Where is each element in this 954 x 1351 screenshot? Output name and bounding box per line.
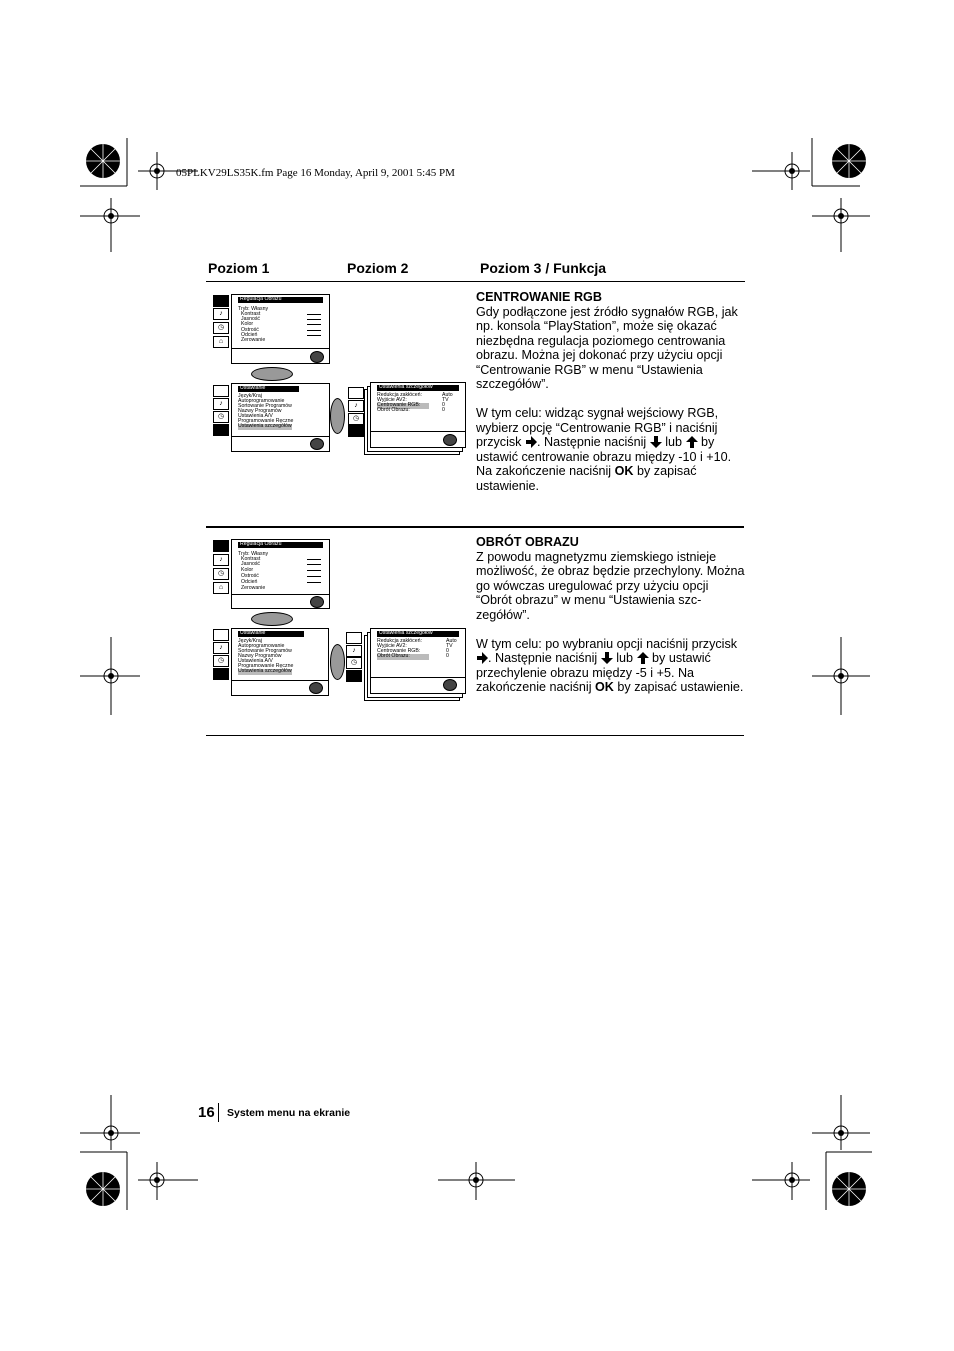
joystick-down-icon: [251, 367, 293, 381]
section-paragraph: Gdy podłączone jest źródło sygnałów RGB, jak np. konsola “PlayStation”, może się okazać niezbędna regulacja poziomego centrowania obrazu. Można jej dokonać przy użyciu opcji “Centrowanie RGB” w menu “Ustawienia szczegółów”.: [476, 304, 738, 391]
ok-button-icon: [310, 596, 324, 608]
section-heading: OBRÓT OBRAZU: [476, 535, 579, 549]
joystick-down-icon: [251, 612, 293, 626]
section-heading: CENTROWANIE RGB: [476, 290, 602, 304]
timer-icon: ◷: [348, 413, 364, 425]
section-rgb-centering: [476, 290, 746, 508]
sound-icon: ♪: [213, 554, 229, 566]
page-number: 16: [198, 1104, 215, 1121]
picture-menu-title: Regulacja Obrazu: [238, 542, 323, 548]
menu-row: Centrowanie RGB:: [377, 403, 429, 409]
menu-row: Język/Kraj: [238, 638, 262, 644]
menu-row: Tryb: Własny: [238, 551, 269, 557]
menu-value: 0: [446, 653, 449, 659]
detail-menu: [370, 382, 466, 448]
detail-menu-title: Ustawienia szczegółów: [377, 385, 459, 391]
joystick-right-icon: [330, 644, 345, 680]
menu-row: Wyjście AV2:: [377, 643, 407, 649]
menu-row: Sortowanie Programów: [238, 403, 292, 409]
detail-menu: [370, 628, 466, 694]
picture-icon: [213, 295, 229, 307]
setup-icon: ⌂: [213, 336, 229, 348]
menu-row: Programowanie Ręczne: [238, 663, 294, 669]
timer-icon: ◷: [213, 568, 229, 580]
menu-row: Zerowanie: [241, 585, 266, 591]
arrow-right-icon: [525, 436, 537, 448]
ok-button-icon: [443, 434, 457, 446]
menu-row: Autoprogramowanie: [238, 398, 285, 404]
menu-row: Ostrość: [241, 327, 259, 333]
section-instructions: W tym celu: widząc sygnał wejściowy RGB, wybierz opcję “Centrowanie RGB” i naciśnij przycisk . Następnie naciśnij lub by ustawić centrowanie obrazu między -10 i +10. Na zakończenie naciśnij OK by zapisać ustawienie.: [476, 406, 732, 493]
section-end-rule: [206, 735, 744, 736]
menu-row: Tryb: Własny: [238, 306, 269, 312]
section-divider: [206, 526, 744, 528]
setup-menu-title: Ustawianie: [238, 631, 304, 637]
setup-menu-title: Ustawianie: [238, 386, 299, 392]
picture-icon: [348, 387, 364, 399]
menu-row: Kolor: [241, 321, 254, 327]
ok-button-icon: [310, 438, 324, 450]
menu-row: Programowanie Ręczne: [238, 418, 294, 424]
setup-menu: [231, 383, 330, 452]
menu-value: TV: [446, 643, 453, 649]
arrow-down-icon: [601, 652, 613, 664]
picture-icon: [346, 632, 362, 644]
sound-icon: ♪: [213, 642, 229, 654]
picture-menu: [231, 294, 330, 364]
menu-row: Obrót Obrazu:: [377, 407, 410, 413]
setup-icon: [348, 425, 364, 437]
menu-row: Odcień: [241, 332, 258, 338]
menu-row: Język/Kraj: [238, 393, 262, 399]
menu-value: Auto: [442, 392, 453, 398]
timer-icon: ◷: [346, 657, 362, 669]
picture-menu: [231, 539, 330, 609]
menu-row: Jasność: [241, 316, 261, 322]
timer-icon: ◷: [213, 411, 229, 423]
menu-value: Auto: [446, 638, 457, 644]
section-paragraph: Z powodu magnetyzmu ziemskiego istnieje możliwość, że obraz będzie przechylony. Można go wówczas uregulować przy użyciu opcji “Obrót obrazu” w menu “Ustawienia szc-zegółów”.: [476, 549, 745, 622]
menu-value: 0: [446, 648, 449, 654]
menu-row: Kontrast: [241, 556, 261, 562]
joystick-right-icon: [330, 398, 345, 434]
menu-row: Autoprogramowanie: [238, 643, 285, 649]
menu-row: Kontrast: [241, 311, 261, 317]
section-picture-rotation: [476, 535, 746, 709]
menu-row: Zerowanie: [241, 337, 266, 343]
detail-menu-title: Ustawienia szczegółów: [377, 631, 459, 637]
file-header-line: 05PLKV29LS35K.fm Page 16 Monday, April 9, 2001 5:45 PM: [176, 167, 455, 179]
sound-icon: ♪: [213, 398, 229, 410]
menu-row: Kolor: [241, 567, 254, 573]
picture-icon: [213, 629, 229, 641]
menu-row: Odcień: [241, 579, 258, 585]
menu-row: Nazwy Programów: [238, 653, 282, 659]
arrow-down-icon: [650, 436, 662, 448]
picture-menu-title: Regulacja Obrazu: [238, 297, 323, 303]
section-instructions: W tym celu: po wybraniu opcji naciśnij przycisk . Następnie naciśnij lub by ustawić przechylenie obrazu między -5 i +5. Na zakończenie naciśnij OK by zapisać ustawienie.: [476, 636, 744, 694]
menu-row: Ustawienia szczegółów: [238, 668, 292, 674]
arrow-up-icon: [686, 436, 698, 448]
header-rule: [206, 281, 745, 282]
sound-icon: ♪: [213, 308, 229, 320]
column-header-level3: Poziom 3 / Funkcja: [480, 260, 607, 276]
picture-icon: [213, 385, 229, 397]
timer-icon: ◷: [213, 322, 229, 334]
arrow-up-icon: [637, 652, 649, 664]
menu-row: Ustawienia A/V: [238, 413, 273, 419]
menu-row: Redukcja zakłóceń:: [377, 638, 422, 644]
setup-icon: ⌂: [213, 582, 229, 594]
menu-row: Sortowanie Programów: [238, 648, 292, 654]
menu-row: Jasność: [241, 561, 261, 567]
arrow-right-icon: [476, 652, 488, 664]
ok-button-icon: [309, 682, 323, 694]
menu-row: Ostrość: [241, 573, 259, 579]
menu-row: Redukcja zakłóceń:: [377, 392, 422, 398]
menu-row: Nazwy Programów: [238, 408, 282, 414]
menu-row: Wyjście AV2:: [377, 397, 407, 403]
menu-value: 0: [442, 402, 445, 408]
footer-title: System menu na ekranie: [227, 1107, 351, 1119]
sound-icon: ♪: [348, 400, 364, 412]
setup-icon: [346, 670, 362, 682]
menu-row: Ustawienia szczegółów: [238, 423, 292, 429]
menu-row: Obrót Obrazu:: [377, 654, 429, 660]
column-header-level2: Poziom 2: [347, 260, 409, 276]
timer-icon: ◷: [213, 655, 229, 667]
menu-row: Centrowanie RGB:: [377, 648, 421, 654]
menu-value: 0: [442, 407, 445, 413]
column-header-level1: Poziom 1: [208, 260, 270, 276]
setup-icon: [213, 424, 229, 436]
picture-icon: [213, 540, 229, 552]
footer-divider: [218, 1103, 219, 1122]
ok-button-icon: [443, 679, 457, 691]
menu-value: TV: [442, 397, 449, 403]
ok-button-icon: [310, 351, 324, 363]
setup-menu: [231, 628, 329, 696]
setup-icon: [213, 668, 229, 680]
sound-icon: ♪: [346, 645, 362, 657]
menu-row: Ustawienia A/V: [238, 658, 273, 664]
